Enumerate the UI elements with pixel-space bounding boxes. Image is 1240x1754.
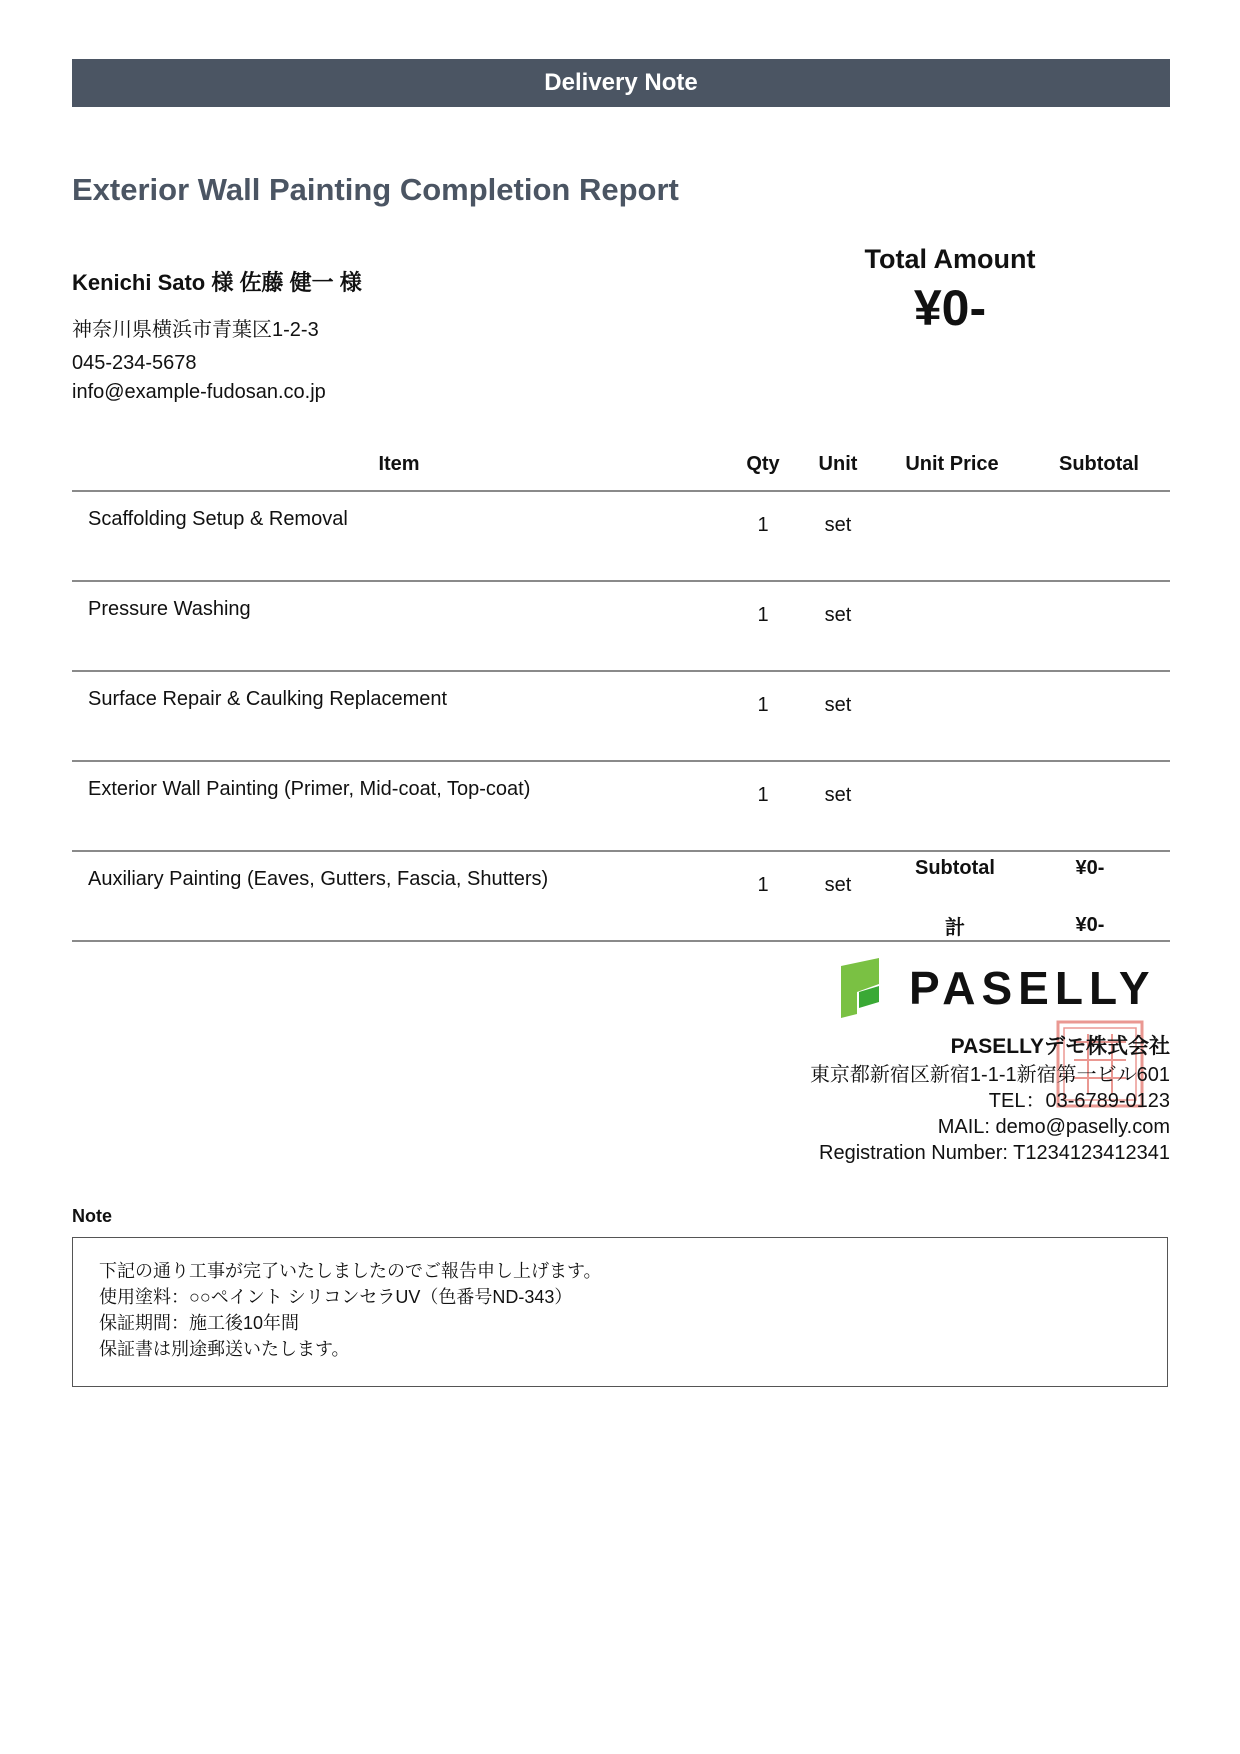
subtotal-value: ¥0-: [1075, 857, 1105, 879]
row-unit: set: [800, 581, 876, 671]
row-subtotal: [1028, 491, 1170, 581]
total-amount-label: Total Amount: [864, 244, 1036, 274]
logo-wordmark: PASELLY: [909, 962, 1156, 1014]
company-mail: MAIL: demo@paselly.com: [937, 1116, 1170, 1138]
customer-address: 神奈川県横浜市青葉区1-2-3: [72, 319, 319, 341]
row-item: Scaffolding Setup & Removal: [72, 491, 726, 581]
note-line: 使用塗料：○○ペイント シリコンセラUV（色番号ND-343）: [99, 1287, 573, 1307]
grand-total-row: [890, 897, 1170, 954]
row-unit: set: [800, 491, 876, 581]
grand-total-value: ¥0-: [1075, 914, 1105, 936]
paselly-logo: [835, 956, 1170, 1020]
document-type-label: Delivery Note: [544, 69, 698, 96]
customer-name: Kenichi Sato 様 佐藤 健一 様: [72, 270, 362, 295]
row-qty: 1: [726, 671, 800, 761]
note-box: [72, 1237, 1168, 1387]
note-title: Note: [72, 1206, 112, 1226]
row-qty: 1: [726, 581, 800, 671]
note-line: 保証期間：施工後10年間: [99, 1313, 300, 1333]
row-subtotal: [1028, 671, 1170, 761]
row-unit: set: [800, 671, 876, 761]
table-row: [72, 671, 1170, 761]
document-type-header: [72, 59, 1170, 107]
totals-summary: [890, 840, 1170, 954]
row-unit-price: [876, 491, 1028, 581]
customer-phone: 045-234-5678: [72, 352, 197, 374]
row-item: Auxiliary Painting (Eaves, Gutters, Fascia, Shutters): [72, 851, 726, 941]
subtotal-row: [890, 840, 1170, 897]
row-item: Surface Repair & Caulking Replacement: [72, 671, 726, 761]
customer-email: info@example-fudosan.co.jp: [72, 381, 326, 403]
row-unit: set: [800, 851, 876, 941]
row-unit: set: [800, 761, 876, 851]
total-amount-value: ¥0-: [913, 280, 987, 336]
document-title: Exterior Wall Painting Completion Report: [72, 172, 679, 207]
table-header-row: [72, 438, 1170, 491]
company-registration: Registration Number: T1234123412341: [819, 1142, 1170, 1164]
company-address: 東京都新宿区新宿1-1-1新宿第一ビル601: [809, 1064, 1170, 1086]
column-header-item: Item: [72, 438, 726, 491]
customer-info: [72, 266, 772, 414]
note-line: 下記の通り工事が完了いたしましたのでご報告申し上げます。: [99, 1261, 602, 1281]
row-item: Exterior Wall Painting (Primer, Mid-coat, Top-coat): [72, 761, 726, 851]
company-tel: TEL：03-6789-0123: [988, 1090, 1170, 1112]
company-name: PASELLYデモ株式会社: [950, 1035, 1170, 1058]
grand-total-label: 計: [945, 917, 965, 939]
row-qty: 1: [726, 761, 800, 851]
row-item: Pressure Washing: [72, 581, 726, 671]
paselly-logo-mark-icon: [841, 958, 879, 1018]
row-qty: 1: [726, 491, 800, 581]
column-header-qty: Qty: [726, 438, 800, 491]
column-header-subtotal: Subtotal: [1028, 438, 1170, 491]
row-subtotal: [1028, 581, 1170, 671]
row-unit-price: [876, 671, 1028, 761]
column-header-unit-price: Unit Price: [876, 438, 1028, 491]
table-row: [72, 491, 1170, 581]
subtotal-label: Subtotal: [915, 857, 995, 879]
table-row: [72, 581, 1170, 671]
note-line: 保証書は別途郵送いたします。: [99, 1339, 350, 1359]
row-unit-price: [876, 761, 1028, 851]
row-unit-price: [876, 581, 1028, 671]
column-header-unit: Unit: [800, 438, 876, 491]
company-info: [600, 1034, 1170, 1166]
row-subtotal: [1028, 761, 1170, 851]
total-amount-box: [800, 244, 1100, 337]
row-qty: 1: [726, 851, 800, 941]
table-row: [72, 761, 1170, 851]
